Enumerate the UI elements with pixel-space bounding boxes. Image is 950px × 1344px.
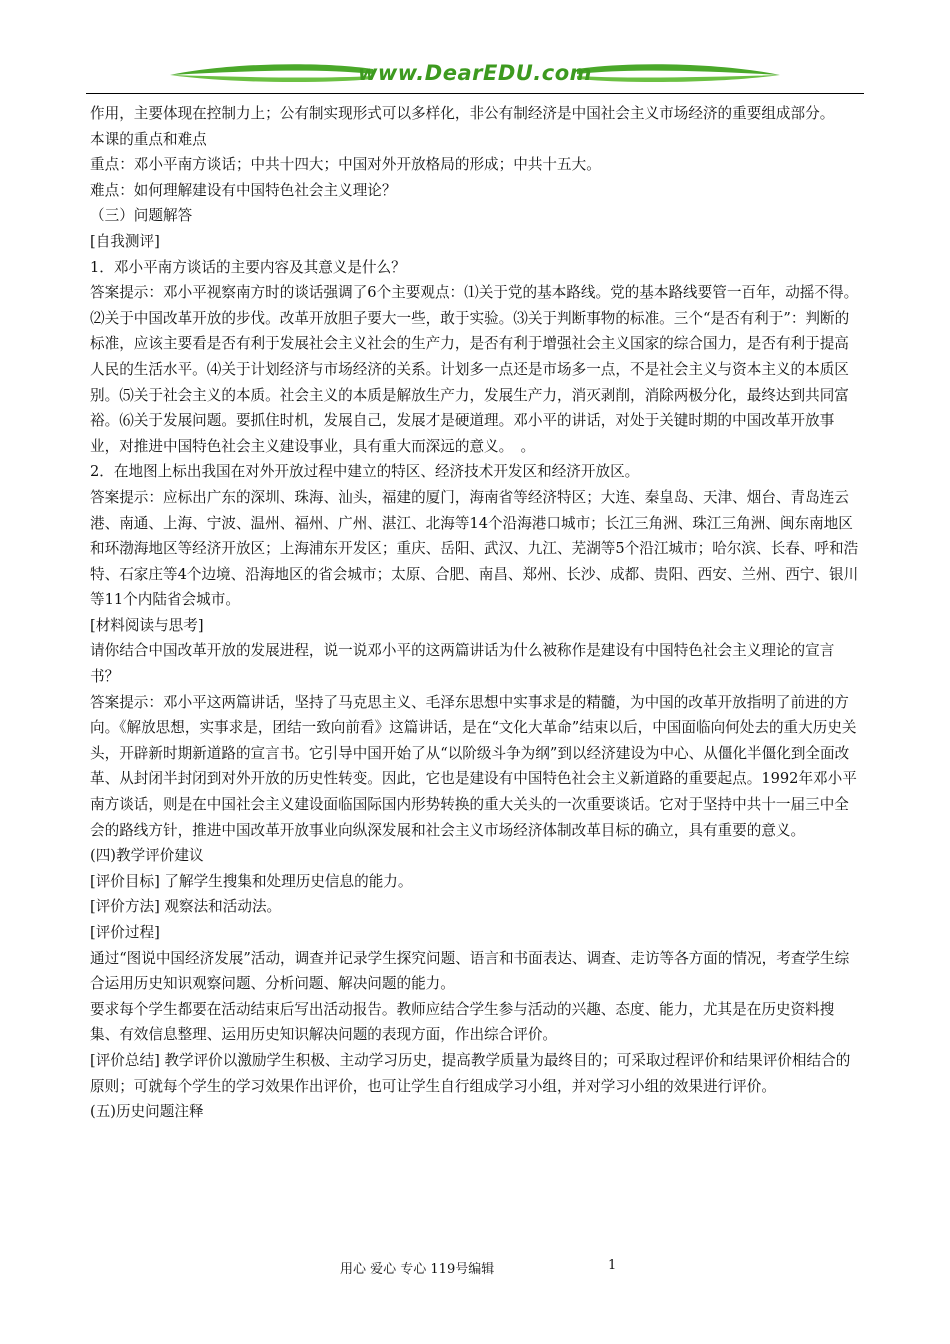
section-heading: [材料阅读与思考] xyxy=(90,616,204,634)
question: 2．在地图上标出我国在对外开放过程中建立的特区、经济技术开发区和经济开放区。 xyxy=(90,463,640,481)
page-footer xyxy=(0,1258,950,1278)
question: 请你结合中国改革开放的发展进程，说一说邓小平的这两篇讲话为什么被称作是建设有中国特色社会主义理论的宣言书？ xyxy=(90,642,835,686)
section-heading: (四)教学评价建议 xyxy=(90,847,204,865)
section-heading: [自我测评] xyxy=(90,232,160,250)
answer: 答案提示：应标出广东的深圳、珠海、汕头，福建的厦门，海南省等经济特区；大连、秦皇岛、天津、烟台、青岛连云港、南通、上海、宁波、温州、福州、广州、湛江、北海等14个沿海港口城市；长江三角洲、珠江三角洲、闽东南地区和环渤海地区等经济开放区；上海浦东开发区；重庆、岳阳、武汉、九江、芜湖等5个沿江城市；哈尔滨、长春、呼和浩特、石家庄等4个边境、沿海地区的省会城市；太原、合肥、南昌、郑州、长沙、成都、贵阳、西安、兰州、西宁、银川等11个内陆省会城市。 xyxy=(90,488,859,609)
question: 1．邓小平南方谈话的主要内容及其意义是什么？ xyxy=(90,258,406,276)
paragraph: [评价总结] 教学评价以激励学生积极、主动学习历史，提高教学质量为最终目的；可采取过程评价和结果评价相结合的原则；可就每个学生的学习效果作出评价，也可让学生自行组成学习小组，并对学习小组的效果进行评价。 xyxy=(90,1051,851,1095)
document-body xyxy=(90,101,860,1125)
footer-note: 用心 爱心 专心 119号编辑 xyxy=(340,1262,495,1277)
paragraph: [评价目标] 了解学生搜集和处理历史信息的能力。 xyxy=(90,872,413,890)
header-rule xyxy=(86,93,864,94)
paragraph: 通过“图说中国经济发展”活动，调查并记录学生探究问题、语言和书面表达、调查、走访等各方面的情况，考查学生综合运用历史知识观察问题、分析问题、解决问题的能力。 xyxy=(90,949,850,993)
paragraph: 要求每个学生都要在活动结束后写出活动报告。教师应结合学生参与活动的兴趣、态度、能力，尤其是在历史资料搜集、有效信息整理、运用历史知识解决问题的表现方面，作出综合评价。 xyxy=(90,1000,835,1044)
site-brand: www.DearEDU.com xyxy=(357,61,593,85)
paragraph: [评价方法] 观察法和活动法。 xyxy=(90,898,282,916)
answer: 答案提示：邓小平视察南方时的谈话强调了6个主要观点：⑴关于党的基本路线。党的基本路线要管一百年，动摇不得。⑵关于中国改革开放的步伐。改革开放胆子要大一些，敢于实验。⑶关于判断事物的标准。三个“是否有利于”：判断的标准，应该主要看是否有利于发展社会主义社会的生产力，是否有利于增强社会主义国家的综合国力，是否有利于提高人民的生活水平。⑷关于计划经济与市场经济的关系。计划多一点还是市场多一点，不是社会主义与资本主义的本质区别。⑸关于社会主义的本质。社会主义的本质是解放生产力，发展生产力，消灭剥削，消除两极分化，最终达到共同富裕。⑹关于发展问题。要抓住时机，发展自己，发展才是硬道理。邓小平的讲话，对处于关键时期的中国改革开放事业，对推进中国特色社会主义建设事业，具有重大而深远的意义。 。 xyxy=(90,284,859,455)
section-heading: （三）问题解答 xyxy=(90,207,193,225)
paragraph: 重点：邓小平南方谈话；中共十四大；中国对外开放格局的形成；中共十五大。 xyxy=(90,156,601,174)
page-header xyxy=(168,55,782,93)
section-heading: [评价过程] xyxy=(90,924,160,941)
page-number: 1 xyxy=(608,1258,617,1273)
paragraph: 作用，主要体现在控制力上；公有制实现形式可以多样化，非公有制经济是中国社会主义市场经济的重要组成部分。 xyxy=(90,105,835,122)
answer: 答案提示：邓小平这两篇讲话，坚持了马克思主义、毛泽东思想中实事求是的精髓，为中国的改革开放指明了前进的方向。《解放思想，实事求是，团结一致向前看》这篇讲话，是在“文化大革命”结束以后，中国面临向何处去的重大历史关头，开辟新时期新道路的宣言书。它引导中国开始了从“以阶级斗争为纲”到以经济建设为中心、从僵化半僵化到全面改革、从封闭半封闭到对外开放的历史性转变。因此，它也是建设有中国特色社会主义新道路的重要起点。1992年邓小平南方谈话，则是在中国社会主义建设面临国际国内形势转换的重大关头的一次重要谈话。它对于坚持中共十一届三中全会的路线方针，推进中国改革开放事业向纵深发展和社会主义市场经济体制改革目标的确立，具有重要的意义。 xyxy=(90,693,857,839)
section-heading: (五)历史问题注释 xyxy=(90,1103,204,1121)
paragraph: 难点：如何理解建设有中国特色社会主义理论？ xyxy=(90,181,397,199)
section-heading: 本课的重点和难点 xyxy=(90,130,207,148)
